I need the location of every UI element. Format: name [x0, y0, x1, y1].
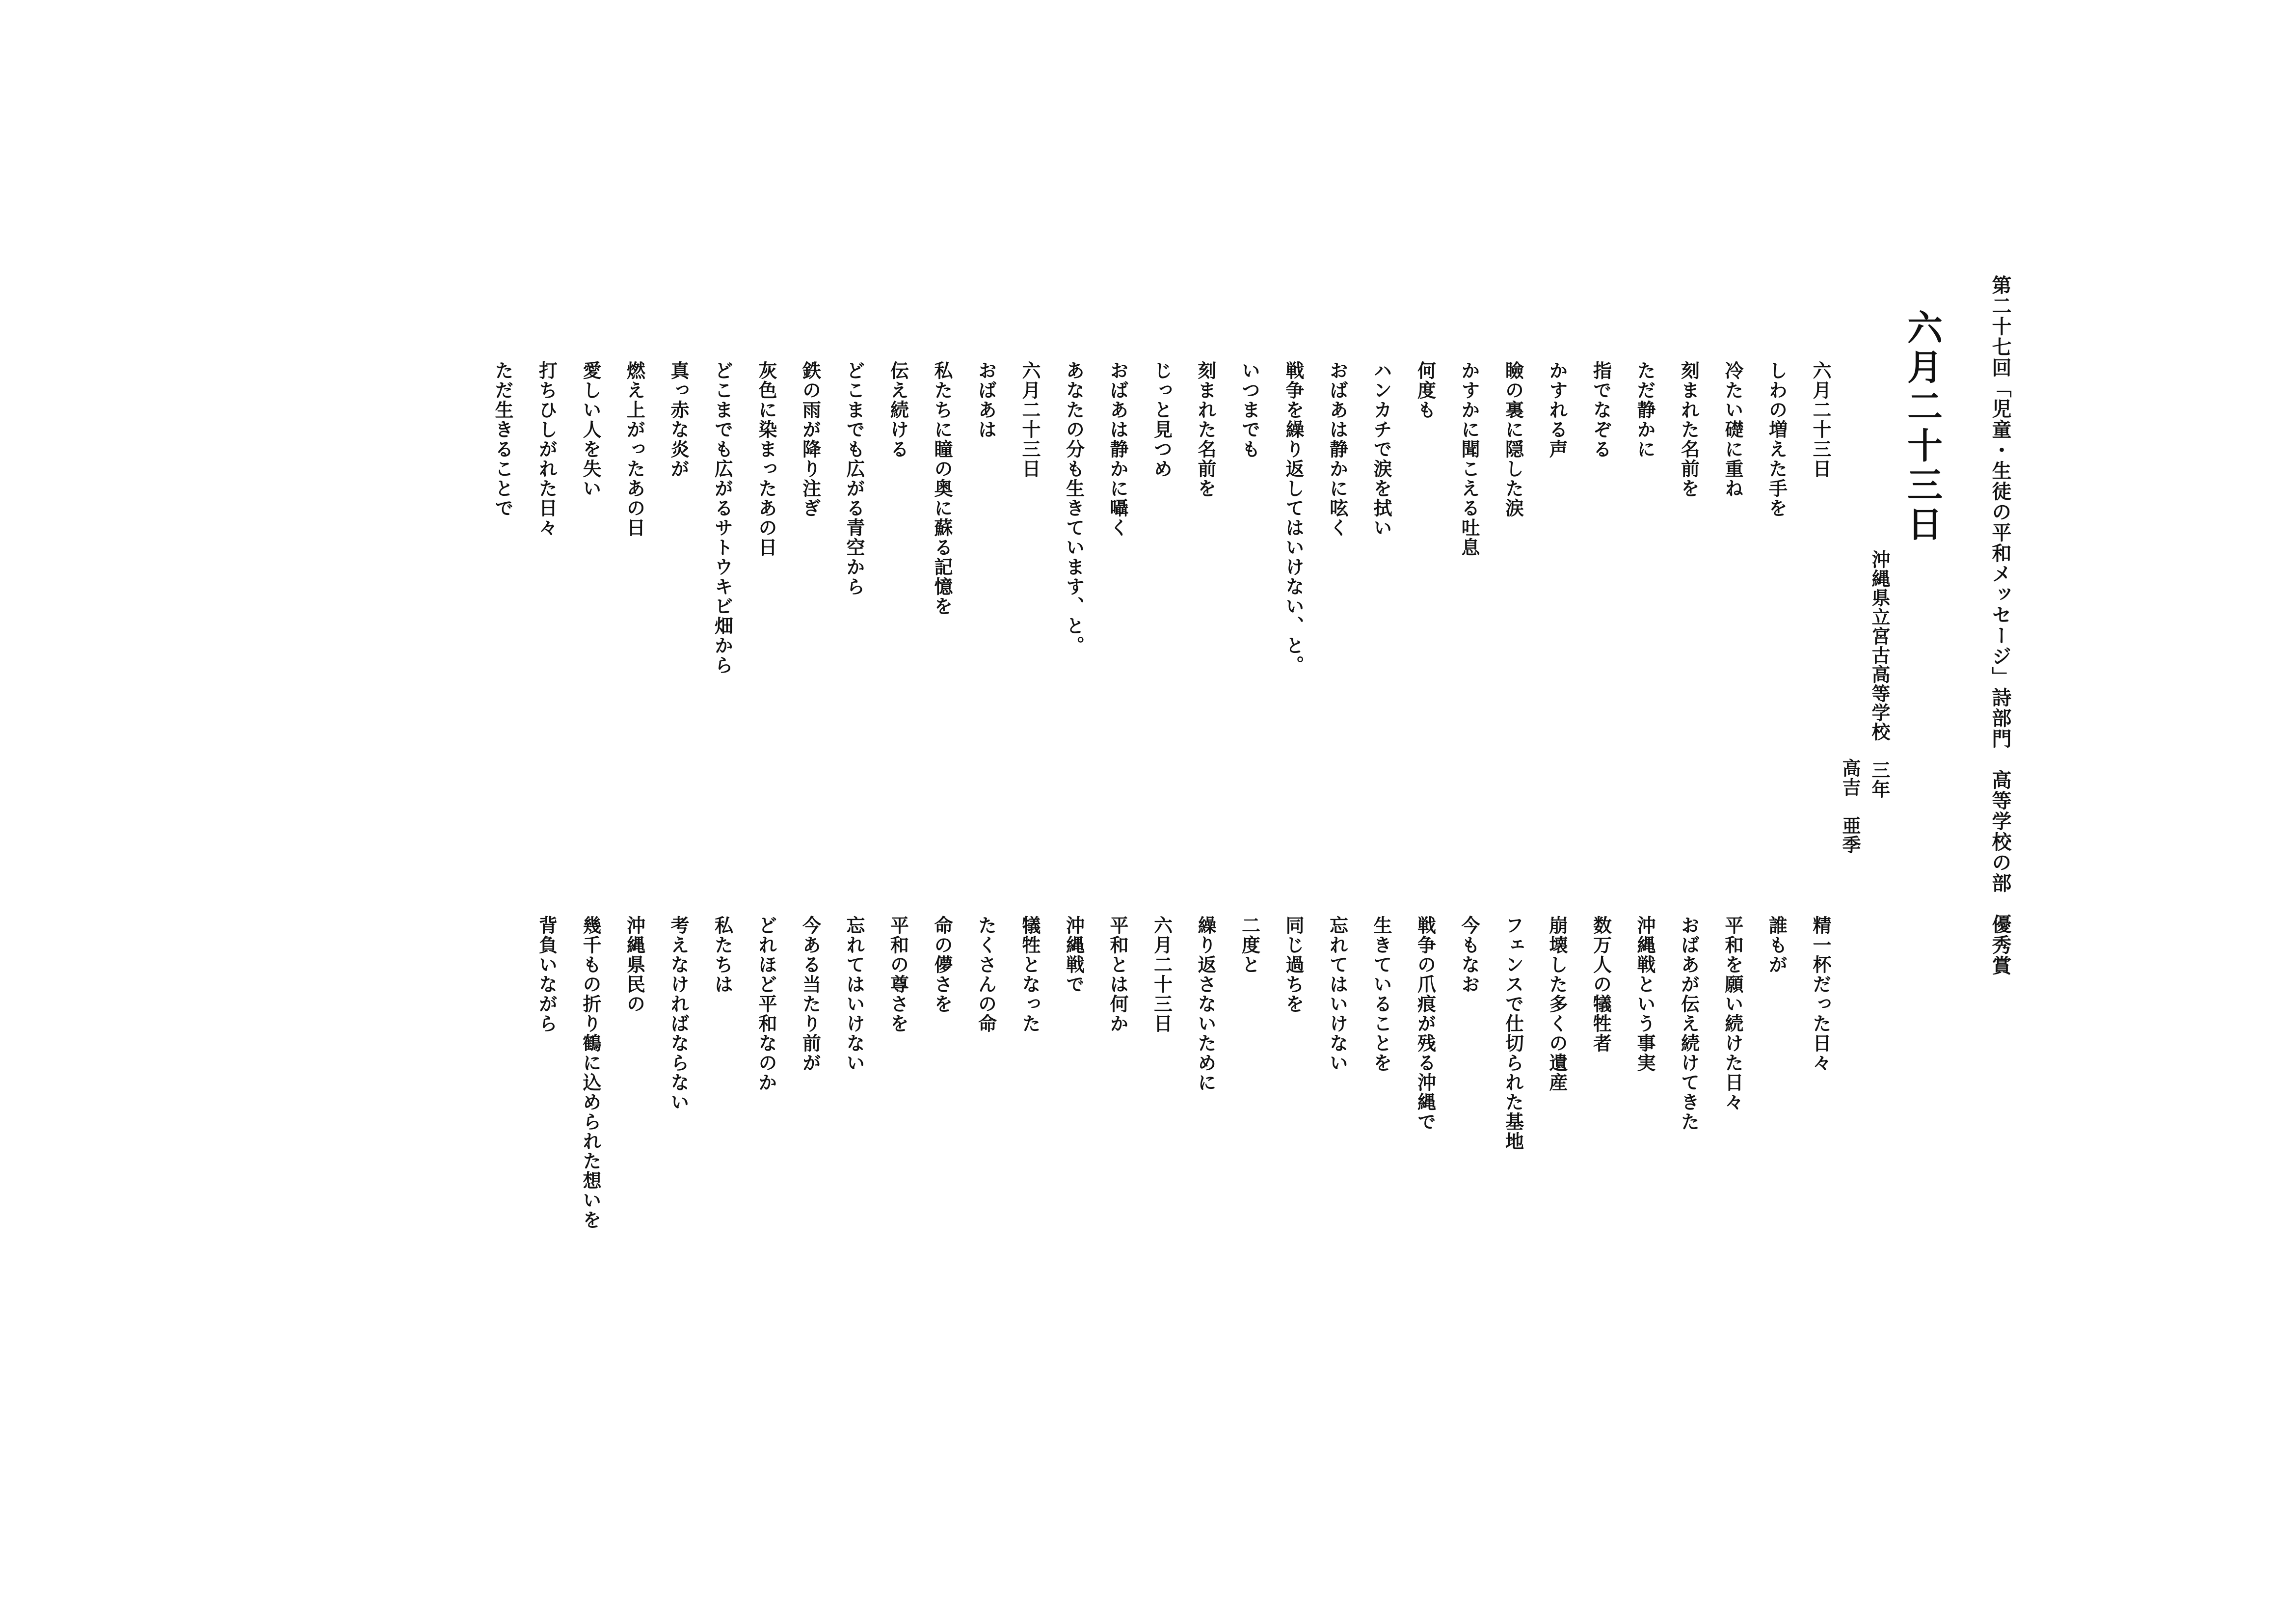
- poem-line: 六月二十三日: [1019, 361, 1041, 479]
- poem-line: どこまでも広がる青空から: [843, 361, 865, 596]
- poem-line: 考えなければならない: [667, 916, 690, 1112]
- poem-line: 戦争の爪痕が残る沖縄で: [1414, 916, 1437, 1132]
- poem-line: 生きていることを: [1370, 916, 1392, 1073]
- poem-line: 数万人の犠牲者: [1590, 916, 1612, 1053]
- poem-line: 今ある当たり前が: [799, 916, 822, 1073]
- poem-line: 六月二十三日: [1150, 916, 1173, 1033]
- poem-line: どれほど平和なのか: [755, 916, 777, 1092]
- poem-line: 沖縄県民の: [623, 916, 646, 1014]
- poem-line: しわの増えた手を: [1765, 361, 1788, 518]
- poem-line: 冷たい礎に重ね: [1722, 361, 1744, 498]
- poem-line: 打ちひしがれた日々: [535, 361, 558, 538]
- poem-line: 命の儚さを: [931, 916, 953, 1014]
- poem-line: かすれる声: [1546, 361, 1568, 459]
- poem-line: 平和とは何か: [1107, 916, 1129, 1033]
- poem-line: 真っ赤な炎が: [667, 361, 690, 479]
- poem-line: 犠牲となった: [1019, 916, 1041, 1033]
- poem-line: おばあは: [975, 361, 997, 439]
- poem-line: フェンスで仕切られた基地: [1502, 916, 1524, 1151]
- school-name: 沖縄県立宮古高等学校 三年: [1869, 550, 1891, 799]
- poem-line: 刻まれた名前を: [1195, 361, 1217, 498]
- poem-line: 沖縄戦という事実: [1634, 916, 1656, 1073]
- poem-line: 忘れてはいけない: [843, 916, 865, 1073]
- poem-line: おばあは静かに囁く: [1107, 361, 1129, 538]
- poem-line: 忘れてはいけない: [1326, 916, 1349, 1073]
- author-name: 高吉 亜季: [1839, 758, 1861, 854]
- poem-line: 誰もが: [1765, 916, 1788, 974]
- poem-line: 沖縄戦で: [1063, 916, 1085, 994]
- poem-line: 今もなお: [1458, 916, 1480, 994]
- poem-line: 燃え上がったあの日: [623, 361, 646, 538]
- poem-line: 平和を願い続けた日々: [1722, 916, 1744, 1112]
- poem-line: 私たちは: [711, 916, 734, 994]
- poem-line: たくさんの命: [975, 916, 997, 1033]
- poem-line: 幾千もの折り鶴に込められた想いを: [580, 916, 602, 1230]
- award-header: 第二十七回「児童・生徒の平和メッセージ」詩部門 高等学校の部 優秀賞: [1989, 275, 2012, 976]
- poem-line: 同じ過ちを: [1282, 916, 1305, 1014]
- poem-line: おばあは静かに呟く: [1326, 361, 1349, 538]
- poem-line: 伝え続ける: [887, 361, 909, 459]
- poem-line: 私たちに瞳の奥に蘇る記憶を: [931, 361, 953, 616]
- poem-line: 指でなぞる: [1590, 361, 1612, 459]
- poem-line: じっと見つめ: [1150, 361, 1173, 479]
- poem-line: どこまでも広がるサトウキビ畑から: [711, 361, 734, 675]
- poem-line: ただ静かに: [1634, 361, 1656, 459]
- poem-line: 何度も: [1414, 361, 1437, 420]
- poem-line: 二度と: [1238, 916, 1261, 974]
- poem-line: 刻まれた名前を: [1678, 361, 1700, 498]
- poem-line: 精一杯だった日々: [1810, 916, 1832, 1073]
- poem-line: 六月二十三日: [1810, 361, 1832, 479]
- poem-line: おばあが伝え続けてきた: [1678, 916, 1700, 1132]
- poem-line: ハンカチで涙を拭い: [1370, 361, 1392, 538]
- poem-line: 愛しい人を失い: [580, 361, 602, 498]
- poem-line: ただ生きることで: [492, 361, 514, 518]
- poem-line: 平和の尊さを: [887, 916, 909, 1033]
- poem-line: 崩壊した多くの遺産: [1546, 916, 1568, 1092]
- poem-line: 繰り返さないために: [1195, 916, 1217, 1092]
- poem-line: 灰色に染まったあの日: [755, 361, 777, 557]
- poem-line: 背負いながら: [535, 916, 558, 1033]
- poem-line: 瞼の裏に隠した涙: [1502, 361, 1524, 518]
- poem-title: 六月二十三日: [1901, 309, 1943, 545]
- poem-line: 戦争を繰り返してはいけない、と。: [1282, 361, 1305, 675]
- poem-line: 鉄の雨が降り注ぎ: [799, 361, 822, 518]
- poem-line: かすかに聞こえる吐息: [1458, 361, 1480, 557]
- poem-line: あなたの分も生きています、と。: [1063, 361, 1085, 655]
- poem-line: いつまでも: [1238, 361, 1261, 459]
